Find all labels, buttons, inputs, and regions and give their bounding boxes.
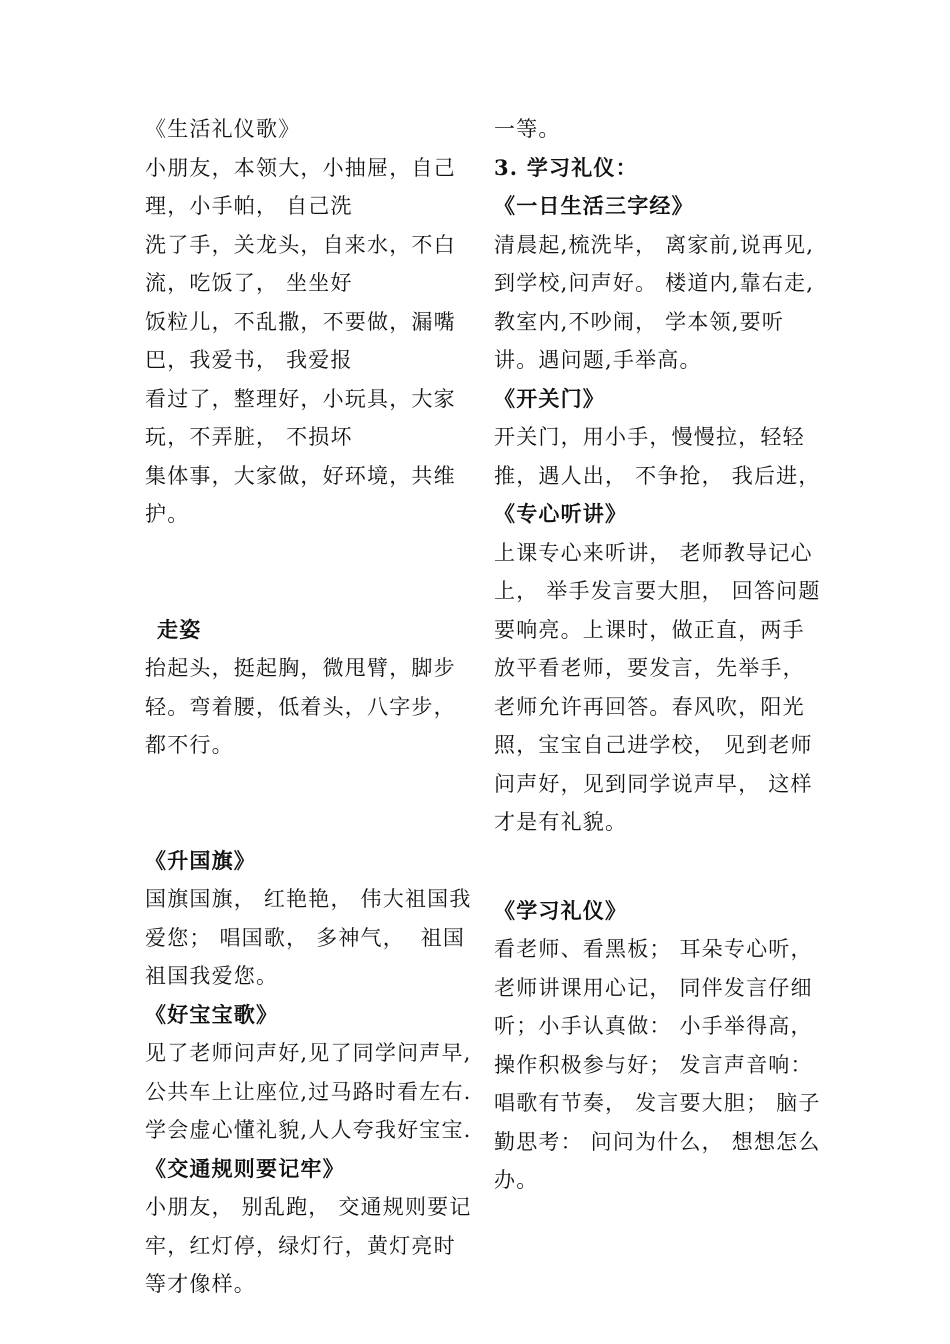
listen-carefully-title: 《专心听讲》 [494,501,628,526]
listen-carefully-text: 上课专心来听讲， 老师教导记心上， 举手发言要大胆， 回答问题要响亮。上课时，做正直，两手放平看老师，要发言，先举手，老师允许再回答。春风吹，阳光照，宝宝自己进学校， 见到老师问声好，见到同学说声早， 这样才是有礼貌。 [494,540,821,834]
section-heading: 3. 学习礼仪： [494,154,638,180]
life-song-line-5: 集体事，大家做，好环境，共维护。 [145,463,456,526]
sanzijing-text: 清晨起,梳洗毕， 离家前,说再见,到学校,问声好。 楼道内,靠右走,教室内,不吵闹， 学本领,要听讲。遇问题,手举高。 [494,232,815,372]
walk-posture-title: 走姿 [157,616,202,642]
study-etiquette-title: 《学习礼仪》 [494,897,628,923]
right-column [494,110,829,1200]
spacer [494,842,824,892]
spacer [145,765,475,842]
open-close-door-title: 《开关门》 [494,385,605,411]
traffic-rules-text: 小朋友， 别乱跑， 交通规则要记牢，红灯停，绿灯行，黄灯亮时等才像样。 [145,1195,472,1296]
door-text: 开关门，用小手，慢慢拉，轻轻推，遇人出， 不争抢， 我后进， [494,425,829,488]
left-column [145,110,475,1304]
sanzijing-title: 《一日生活三字经》 [494,193,694,218]
study-etiquette-text: 看老师、看黑板； 耳朵专心听，老师讲课用心记， 同伴发言仔细听；小手认真做： 小手举得高， 操作积极参与好； 发言声音响： 唱歌有节奏， 发言要大胆； 脑子勤思考： 问问为什么， 想想怎么办。 [494,937,821,1192]
life-song-line-3: 饭粒儿，不乱撒，不要做，漏嘴巴，我爱书， 我爱报 [145,309,456,372]
flag-raising-title: 《升国旗》 [145,847,256,873]
flag-raising-text: 国旗国旗， 红艳艳， 伟大祖国我爱您； 唱国歌， 多神气， 祖国祖国我爱您。 [145,887,472,988]
life-song-line-1: 小朋友，本领大，小抽屉，自己理，小手帕， 自己洗 [145,155,456,218]
walk-posture-text: 抬起头，挺起胸，微甩臂，脚步轻。弯着腰，低着头，八字步，都不行。 [145,656,456,757]
spacer [145,534,475,611]
traffic-rules-title: 《交通规则要记牢》 [145,1155,345,1181]
good-baby-song-text: 见了老师问声好,见了同学问声早,公共车上让座位,过马路时看左右.学会虚心懂礼貌,人人夸我好宝宝. [145,1041,472,1142]
life-song-line-2: 洗了手，关龙头，自来水，不白流，吃饭了， 坐坐好 [145,232,456,295]
good-baby-song-title: 《好宝宝歌》 [145,1001,279,1027]
continued-line: 一等。 [494,117,561,141]
open-close-door-text [494,418,829,534]
life-etiquette-song-title: 《生活礼仪歌》 [145,117,301,141]
life-song-line-4: 看过了，整理好，小玩具，大家玩，不弄脏， 不损坏 [145,386,456,449]
